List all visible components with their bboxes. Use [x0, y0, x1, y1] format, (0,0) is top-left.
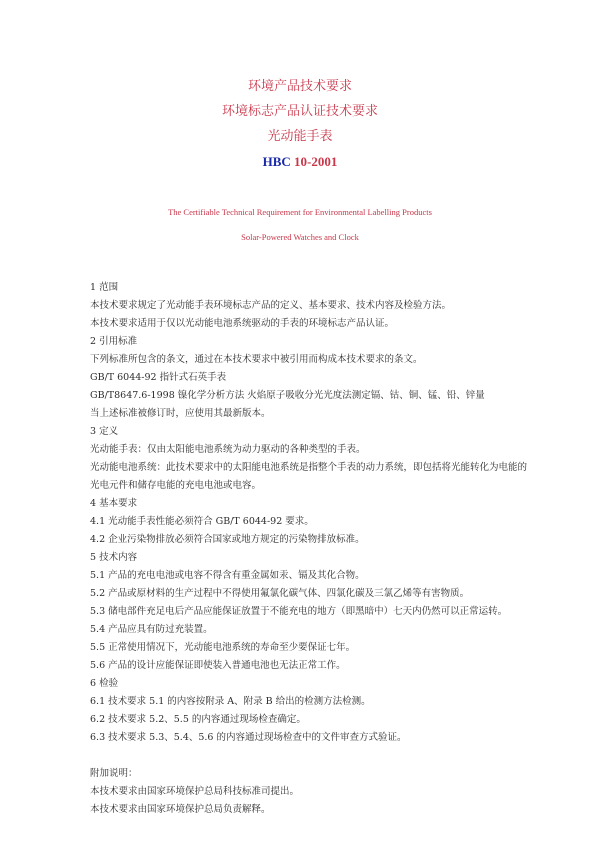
- section-heading-technical-content: 5 技术内容: [90, 552, 138, 563]
- body-line: 光动能电池系统：此技术要求中的太阳能电池系统是指整个手表的动力系统，即包括将光能转化为电能的: [90, 462, 528, 473]
- body-line: 下列标准所包含的条文，通过在本技术要求中被引用而构成本技术要求的条文。: [90, 354, 423, 365]
- title-line-1: 环境产品技术要求: [247, 79, 352, 94]
- body-line: 本技术要求规定了光动能手表环境标志产品的定义、基本要求、技术内容及检验方法。: [90, 300, 452, 311]
- body-line: 5.2 产品或原材料的生产过程中不得使用氟氯化碳气体、四氯化碳及三氯乙烯等有害物质。: [90, 588, 470, 599]
- spacer: [90, 747, 530, 765]
- notes-heading: 附加说明：: [90, 768, 138, 779]
- document-body: [90, 279, 530, 819]
- body-line: GB/T 6044-92 指针式石英手表: [90, 372, 227, 383]
- title-line-2: 环境标志产品认证技术要求: [221, 104, 378, 119]
- body-line: 5.3 储电部件充足电后产品应能保证放置于不能充电的地方（即黑暗中）七天内仍然可以正常运转。: [90, 606, 508, 617]
- standard-code-number: 10-2001: [294, 154, 338, 169]
- body-line: 5.6 产品的设计应能保证即使装入普通电池也无法正常工作。: [90, 660, 346, 671]
- section-heading-references: 2 引用标准: [90, 336, 138, 347]
- body-line: 本技术要求适用于仅以光动能电池系统驱动的手表的环境标志产品认证。: [90, 318, 395, 329]
- body-line: 5.5 正常使用情况下，光动能电池系统的寿命至少要保证七年。: [90, 642, 356, 653]
- standard-code-prefix: HBC: [262, 154, 291, 169]
- section-heading-inspection: 6 检验: [90, 678, 119, 689]
- body-line: 光动能手表：仅由太阳能电池系统为动力驱动的各种类型的手表。: [90, 444, 366, 455]
- body-line: 6.1 技术要求 5.1 的内容按附录 A、附录 B 给出的检测方法检测。: [90, 696, 371, 707]
- notes-line: 本技术要求由国家环境保护总局科技标准司提出。: [90, 786, 300, 797]
- body-line: 4.2 企业污染物排放必须符合国家或地方规定的污染物排放标准。: [90, 534, 365, 545]
- english-title: The Certifiable Technical Requirement for Environmental Labelling Products: [168, 207, 432, 217]
- section-heading-basic-requirements: 4 基本要求: [90, 498, 138, 509]
- body-line: 6.3 技术要求 5.3、5.4、5.6 的内容通过现场检查中的文件审查方式验证。: [90, 732, 407, 743]
- english-subtitle: Solar-Powered Watches and Clock: [241, 232, 359, 242]
- body-line: 当上述标准被修订时，应使用其最新版本。: [90, 408, 271, 419]
- title-line-3: 光动能手表: [267, 129, 333, 144]
- body-line: GB/T8647.6-1998 镍化学分析方法 火焰原子吸收分光光度法测定镉、钴、铜、锰、铅、锌量: [90, 390, 485, 401]
- notes-line: 本技术要求由国家环境保护总局负责解释。: [90, 804, 271, 815]
- section-heading-scope: 1 范围: [90, 282, 119, 293]
- body-line: 5.4 产品应具有防过充装置。: [90, 624, 213, 635]
- body-line: 5.1 产品的充电电池或电容不得含有重金属如汞、镉及其化合物。: [90, 570, 365, 581]
- body-line: 6.2 技术要求 5.2、5.5 的内容通过现场检查确定。: [90, 714, 306, 725]
- body-line: 4.1 光动能手表性能必须符合 GB/T 6044-92 要求。: [90, 516, 314, 527]
- standard-code: [0, 154, 600, 170]
- section-heading-definitions: 3 定义: [90, 426, 119, 437]
- body-line: 光电元件和储存电能的充电电池或电容。: [90, 480, 262, 491]
